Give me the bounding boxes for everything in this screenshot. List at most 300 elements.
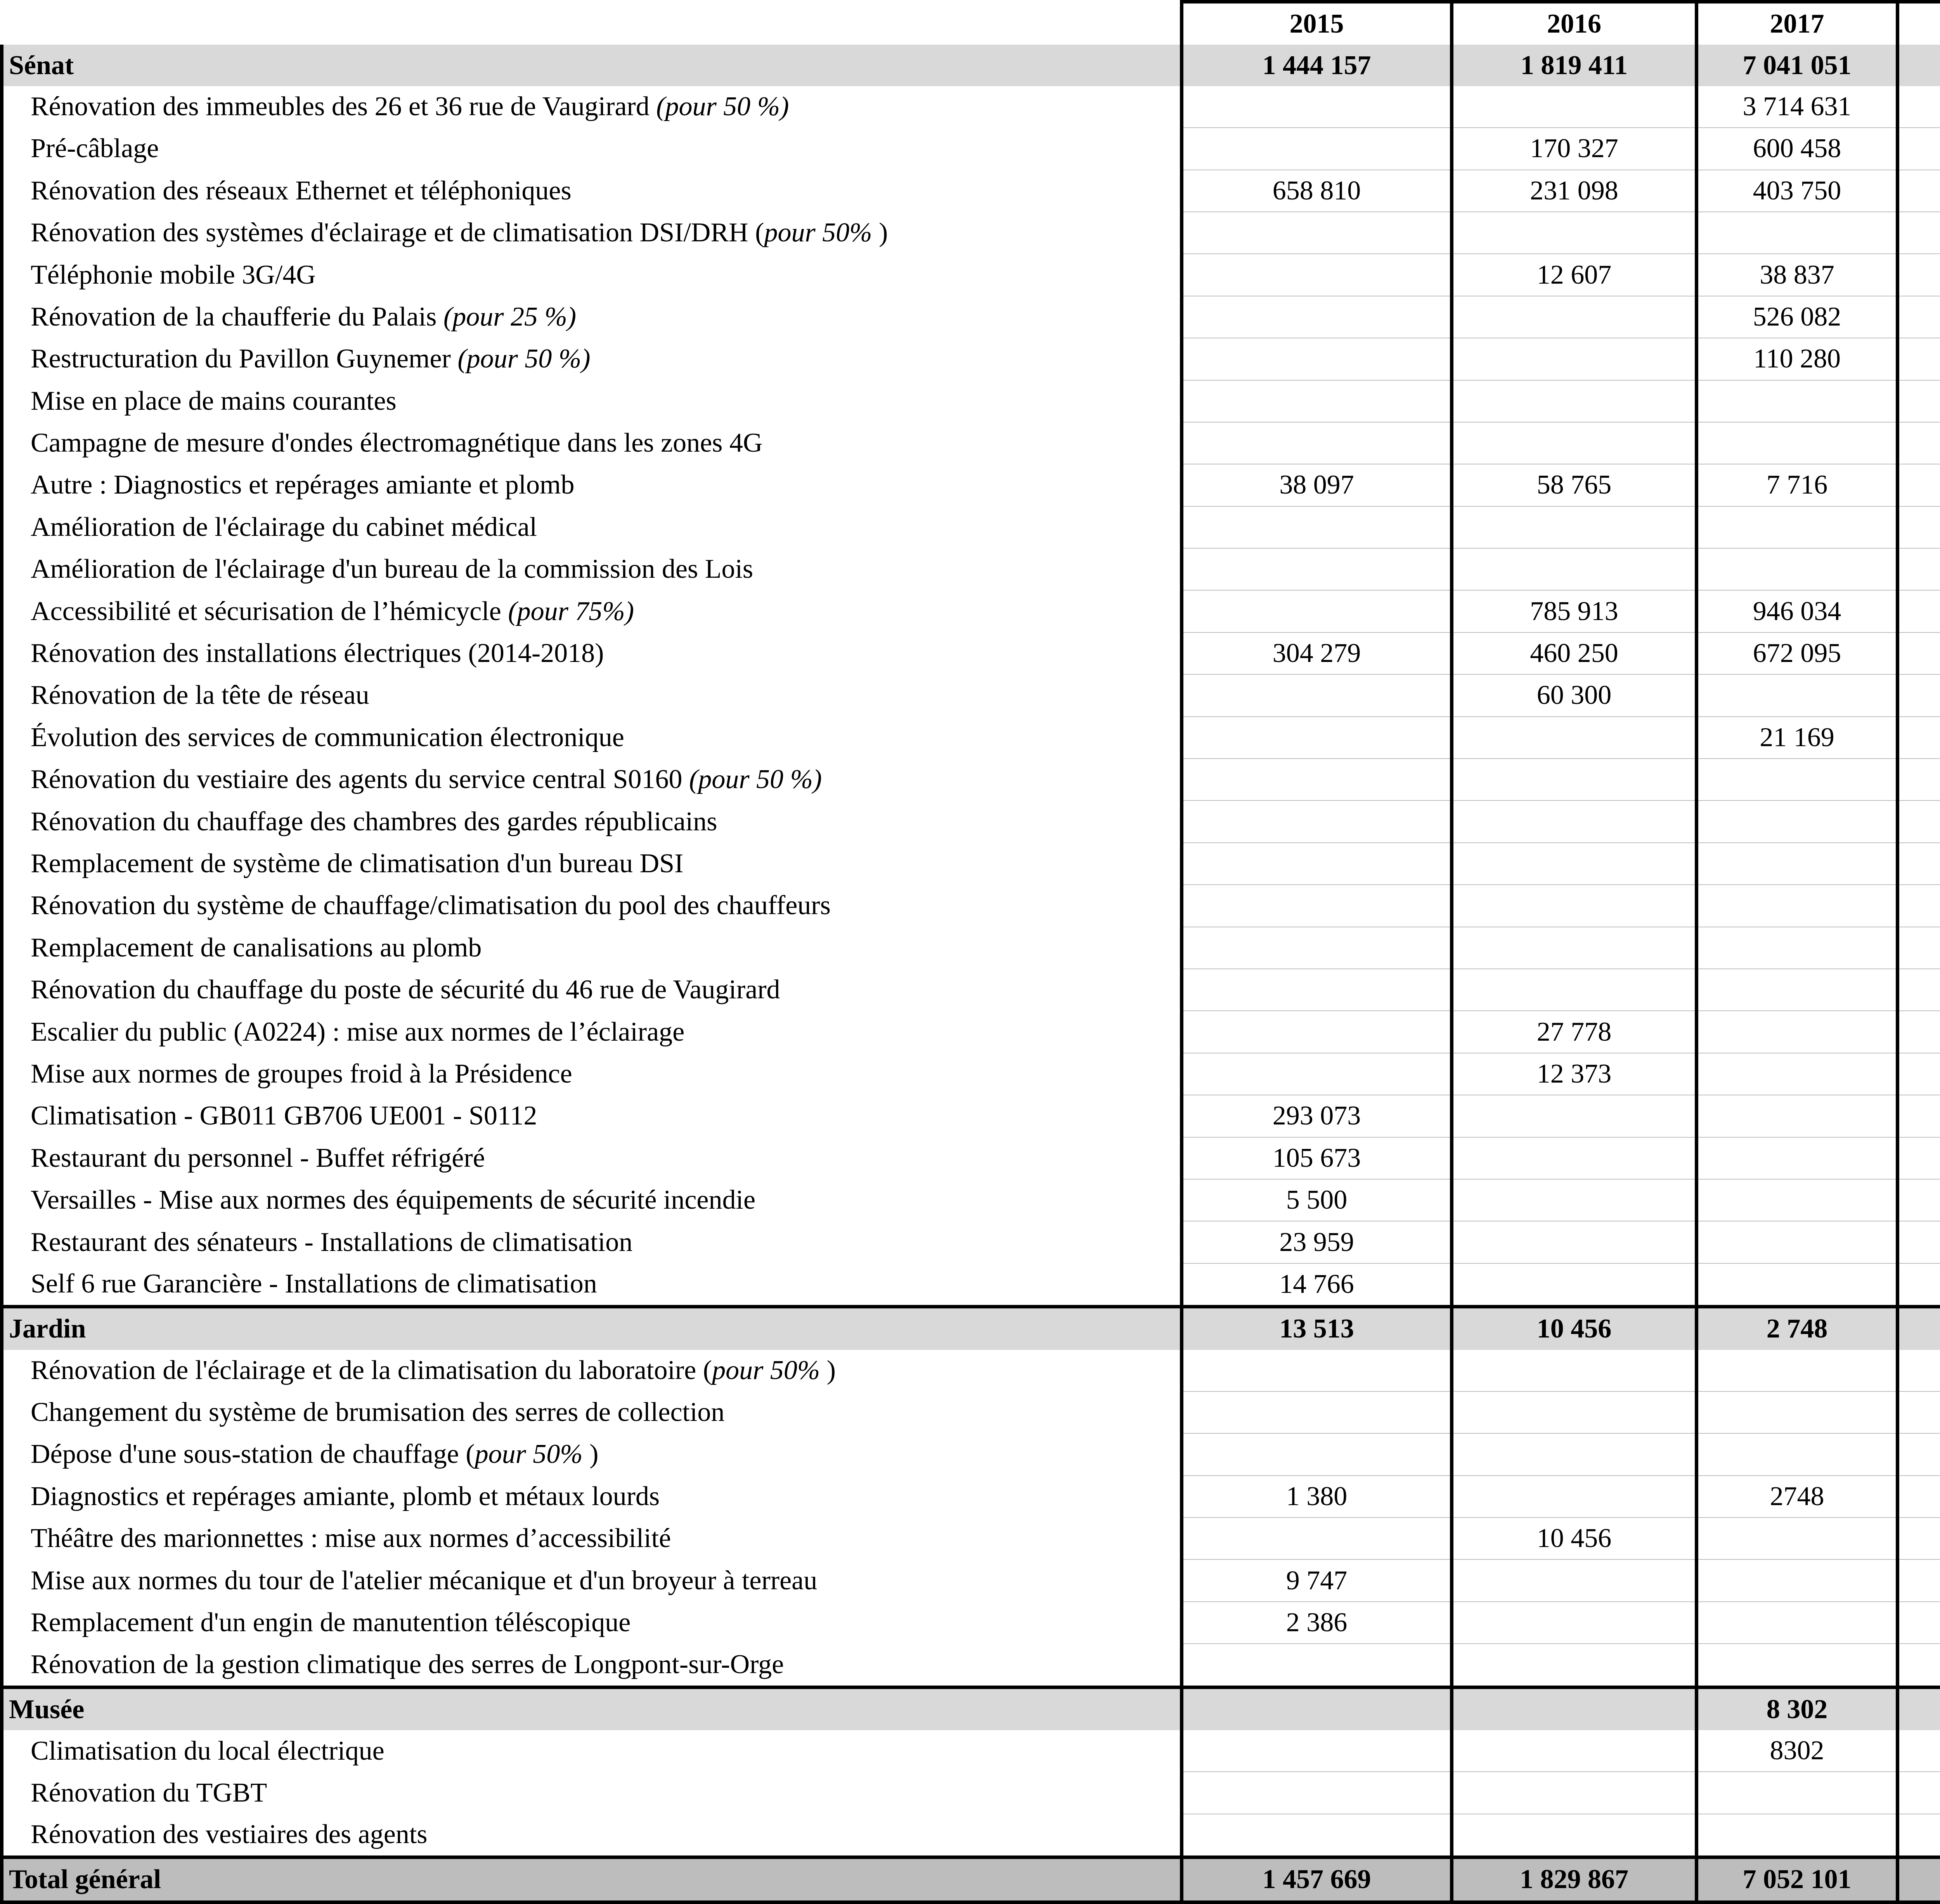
value-cell	[1452, 843, 1697, 885]
value-cell	[1697, 1772, 1898, 1814]
row-label	[2, 1095, 1182, 1137]
value-cell	[1452, 338, 1697, 380]
value-cell	[1697, 212, 1898, 254]
row-label	[2, 380, 1182, 422]
row-label-text: Rénovation de l'éclairage et de la climatisation du laboratoire (	[31, 1355, 712, 1385]
row-label	[2, 969, 1182, 1011]
row-label-text: Diagnostics et repérages amiante, plomb et métaux lourds	[31, 1481, 660, 1511]
table-row	[2, 1263, 1940, 1307]
row-label	[2, 1518, 1182, 1559]
value-cell	[1182, 674, 1452, 716]
value-cell	[1182, 422, 1452, 464]
row-label-text: Mise en place de mains courantes	[31, 386, 397, 416]
row-label	[2, 717, 1182, 759]
value-cell	[1182, 212, 1452, 254]
row-label-text: Rénovation des systèmes d'éclairage et de climatisation DSI/DRH (	[31, 218, 764, 248]
table-row	[2, 1221, 1940, 1263]
table-row	[2, 800, 1940, 842]
table-row	[2, 1053, 1940, 1095]
value-cell	[1898, 674, 1940, 716]
row-label-text: Rénovation du chauffage du poste de sécurité du 46 rue de Vaugirard	[31, 975, 780, 1005]
table-row	[2, 506, 1940, 548]
value-cell	[1898, 1730, 1940, 1772]
row-label-note: (pour 50 %)	[689, 764, 822, 794]
value-cell	[1898, 1602, 1940, 1644]
row-label	[2, 338, 1182, 380]
value-cell	[1182, 548, 1452, 590]
table-row	[2, 1644, 1940, 1687]
table-row	[2, 632, 1940, 674]
row-label	[2, 422, 1182, 464]
table-row	[2, 380, 1940, 422]
value-cell: 58 765	[1452, 464, 1697, 506]
value-cell: 672 095	[1697, 632, 1898, 674]
section-row	[2, 1687, 1940, 1730]
table-row	[2, 1476, 1940, 1518]
value-cell: 304 279	[1182, 632, 1452, 674]
row-label	[2, 885, 1182, 927]
table-row	[2, 1602, 1940, 1644]
row-label	[2, 86, 1182, 128]
value-cell	[1898, 212, 1940, 254]
value-cell: 170 327	[1452, 128, 1697, 170]
value-cell	[1898, 254, 1940, 296]
value-cell	[1452, 506, 1697, 548]
section-total-cell: 2 748	[1697, 1307, 1898, 1350]
value-cell	[1182, 759, 1452, 800]
row-label-text: Rénovation du vestiaire des agents du service central S0160	[31, 764, 689, 794]
value-cell	[1182, 969, 1452, 1011]
value-cell	[1898, 1518, 1940, 1559]
grand-total-cell: 1 829 867	[1452, 1857, 1697, 1902]
value-cell: 23 959	[1182, 1221, 1452, 1263]
value-cell	[1898, 1011, 1940, 1053]
row-label-text: Dépose d'une sous-station de chauffage (	[31, 1439, 475, 1469]
value-cell: 27 778	[1452, 1011, 1697, 1053]
value-cell	[1697, 1095, 1898, 1137]
row-label-text: Autre : Diagnostics et repérages amiante et plomb	[31, 470, 574, 500]
value-cell	[1898, 380, 1940, 422]
value-cell	[1898, 86, 1940, 128]
row-label-note-suffix: )	[820, 1355, 836, 1385]
value-cell	[1898, 1772, 1940, 1814]
value-cell	[1697, 800, 1898, 842]
row-label-text: Rénovation des immeubles des 26 et 36 rue de Vaugirard	[31, 92, 656, 121]
value-cell	[1452, 1433, 1697, 1475]
row-label	[2, 1263, 1182, 1307]
table-row	[2, 1433, 1940, 1475]
value-cell	[1697, 1518, 1898, 1559]
value-cell	[1182, 1730, 1452, 1772]
value-cell	[1898, 1095, 1940, 1137]
value-cell: 21 169	[1697, 717, 1898, 759]
value-cell: 38 097	[1182, 464, 1452, 506]
value-cell	[1452, 1772, 1697, 1814]
value-cell	[1697, 1814, 1898, 1857]
row-label	[2, 1559, 1182, 1601]
value-cell: 785 913	[1452, 590, 1697, 632]
value-cell	[1697, 1433, 1898, 1475]
section-total-cell	[1182, 1687, 1452, 1730]
section-row	[2, 45, 1940, 86]
row-label-text: Climatisation - GB011 GB706 UE001 - S0112	[31, 1101, 537, 1131]
row-label	[2, 506, 1182, 548]
row-label-note-suffix: )	[583, 1439, 599, 1469]
value-cell	[1898, 1137, 1940, 1179]
row-label	[2, 128, 1182, 170]
section-total-cell: 1 819 411	[1452, 45, 1697, 86]
value-cell	[1182, 800, 1452, 842]
value-cell	[1182, 128, 1452, 170]
table-row	[2, 843, 1940, 885]
value-cell: 946 034	[1697, 590, 1898, 632]
table-row	[2, 1730, 1940, 1772]
table-row	[2, 212, 1940, 254]
value-cell	[1182, 717, 1452, 759]
value-cell: 600 458	[1697, 128, 1898, 170]
value-cell	[1452, 1644, 1697, 1687]
value-cell	[1898, 296, 1940, 338]
section-name: Musée	[2, 1687, 1182, 1730]
row-label	[2, 1814, 1182, 1857]
section-total-cell	[1898, 1307, 1940, 1350]
value-cell	[1182, 1350, 1452, 1391]
row-label	[2, 759, 1182, 800]
section-row	[2, 1307, 1940, 1350]
row-label-text: Versailles - Mise aux normes des équipements de sécurité incendie	[31, 1185, 755, 1215]
value-cell: 658 810	[1182, 170, 1452, 212]
value-cell	[1898, 1263, 1940, 1307]
table-row	[2, 1350, 1940, 1391]
row-label	[2, 1772, 1182, 1814]
value-cell	[1452, 969, 1697, 1011]
section-total-cell: 10 456	[1452, 1307, 1697, 1350]
table-row	[2, 1518, 1940, 1559]
section-total-cell: 8 302	[1697, 1687, 1898, 1730]
value-cell	[1697, 1011, 1898, 1053]
section-total-cell	[1898, 45, 1940, 86]
row-label-text: Amélioration de l'éclairage d'un bureau de la commission des Lois	[31, 554, 753, 584]
table-row	[2, 422, 1940, 464]
row-label-text: Mise aux normes du tour de l'atelier mécanique et d'un broyeur à terreau	[31, 1566, 817, 1596]
value-cell	[1697, 548, 1898, 590]
table-row	[2, 674, 1940, 716]
value-cell	[1182, 1011, 1452, 1053]
value-cell	[1182, 1518, 1452, 1559]
table-row	[2, 254, 1940, 296]
value-cell	[1898, 843, 1940, 885]
value-cell	[1697, 1053, 1898, 1095]
row-label	[2, 1433, 1182, 1475]
value-cell: 231 098	[1452, 170, 1697, 212]
row-label-text: Restaurant du personnel - Buffet réfrigéré	[31, 1143, 485, 1173]
section-total-cell	[1452, 1687, 1697, 1730]
value-cell	[1452, 86, 1697, 128]
row-label-text: Rénovation du chauffage des chambres des gardes républicains	[31, 807, 717, 837]
value-cell	[1452, 885, 1697, 927]
row-label-note: pour 50%	[764, 218, 872, 248]
value-cell: 1 380	[1182, 1476, 1452, 1518]
table-row	[2, 927, 1940, 969]
value-cell	[1452, 1602, 1697, 1644]
row-label	[2, 632, 1182, 674]
value-cell	[1898, 1814, 1940, 1857]
value-cell	[1182, 590, 1452, 632]
row-label-text: Amélioration de l'éclairage du cabinet médical	[31, 512, 537, 542]
table-row	[2, 1559, 1940, 1601]
row-label	[2, 548, 1182, 590]
value-cell	[1452, 1476, 1697, 1518]
value-cell	[1898, 128, 1940, 170]
row-label-note: pour 50%	[475, 1439, 583, 1469]
row-label-note: (pour 75%)	[508, 596, 634, 626]
row-label-text: Rénovation des vestiaires des agents	[31, 1819, 428, 1849]
value-cell	[1898, 1053, 1940, 1095]
row-label	[2, 1221, 1182, 1263]
year-header-2015: 2015	[1182, 2, 1452, 45]
value-cell	[1452, 1350, 1697, 1391]
row-label	[2, 170, 1182, 212]
table-row	[2, 717, 1940, 759]
table-row	[2, 296, 1940, 338]
value-cell	[1182, 927, 1452, 969]
row-label-note: (pour 50 %)	[457, 344, 590, 374]
value-cell	[1898, 170, 1940, 212]
value-cell	[1452, 296, 1697, 338]
row-label-text: Campagne de mesure d'ondes électromagnétique dans les zones 4G	[31, 428, 762, 458]
value-cell	[1452, 927, 1697, 969]
table-row	[2, 86, 1940, 128]
row-label	[2, 843, 1182, 885]
value-cell: 7 716	[1697, 464, 1898, 506]
row-label	[2, 1137, 1182, 1179]
section-name: Sénat	[2, 45, 1182, 86]
value-cell	[1898, 590, 1940, 632]
row-label	[2, 1391, 1182, 1433]
table-row	[2, 1095, 1940, 1137]
section-total-cell: 13 513	[1182, 1307, 1452, 1350]
value-cell	[1452, 1221, 1697, 1263]
value-cell	[1898, 717, 1940, 759]
row-label	[2, 254, 1182, 296]
grand-total-cell: 1 457 669	[1182, 1857, 1452, 1902]
value-cell: 526 082	[1697, 296, 1898, 338]
value-cell	[1898, 1559, 1940, 1601]
table-row	[2, 128, 1940, 170]
row-label-text: Remplacement de système de climatisation d'un bureau DSI	[31, 849, 683, 878]
year-header-2016: 2016	[1452, 2, 1697, 45]
value-cell	[1898, 885, 1940, 927]
row-label	[2, 1053, 1182, 1095]
value-cell	[1697, 380, 1898, 422]
row-label-text: Rénovation des installations électriques (2014-2018)	[31, 638, 604, 668]
row-label-text: Escalier du public (A0224) : mise aux normes de l’éclairage	[31, 1017, 684, 1047]
grand-total-cell: 7 052 101	[1697, 1857, 1898, 1902]
row-label-text: Restructuration du Pavillon Guynemer	[31, 344, 457, 374]
value-cell: 105 673	[1182, 1137, 1452, 1179]
value-cell	[1697, 843, 1898, 885]
row-label-text: Climatisation du local électrique	[31, 1736, 385, 1766]
value-cell	[1697, 1350, 1898, 1391]
row-label	[2, 1476, 1182, 1518]
section-total-cell	[1898, 1687, 1940, 1730]
row-label-note: (pour 50 %)	[656, 92, 789, 121]
value-cell	[1697, 885, 1898, 927]
value-cell	[1697, 506, 1898, 548]
value-cell	[1182, 1644, 1452, 1687]
section-total-cell: 1 444 157	[1182, 45, 1452, 86]
value-cell	[1182, 1772, 1452, 1814]
value-cell	[1452, 1179, 1697, 1221]
value-cell	[1697, 927, 1898, 969]
value-cell	[1697, 674, 1898, 716]
value-cell: 293 073	[1182, 1095, 1452, 1137]
table-row	[2, 969, 1940, 1011]
table-row	[2, 170, 1940, 212]
table-row	[2, 1391, 1940, 1433]
value-cell	[1898, 1221, 1940, 1263]
value-cell	[1898, 464, 1940, 506]
value-cell	[1898, 632, 1940, 674]
value-cell	[1697, 1602, 1898, 1644]
value-cell: 2 386	[1182, 1602, 1452, 1644]
row-label-note-suffix: )	[872, 218, 888, 248]
year-header-2018	[1898, 2, 1940, 45]
value-cell	[1182, 254, 1452, 296]
value-cell	[1452, 1095, 1697, 1137]
table-row	[2, 1814, 1940, 1857]
value-cell	[1898, 1350, 1940, 1391]
value-cell	[1182, 1053, 1452, 1095]
row-label-text: Changement du système de brumisation des serres de collection	[31, 1397, 724, 1427]
value-cell: 60 300	[1452, 674, 1697, 716]
row-label	[2, 1730, 1182, 1772]
grand-total-cell	[1898, 1857, 1940, 1902]
row-label-note: pour 50%	[712, 1355, 820, 1385]
value-cell	[1182, 338, 1452, 380]
value-cell	[1182, 380, 1452, 422]
row-label-text: Mise aux normes de groupes froid à la Présidence	[31, 1059, 572, 1089]
table-row	[2, 590, 1940, 632]
row-label-text: Self 6 rue Garancière - Installations de climatisation	[31, 1269, 597, 1299]
value-cell	[1452, 759, 1697, 800]
table-row	[2, 548, 1940, 590]
row-label	[2, 1602, 1182, 1644]
value-cell: 460 250	[1452, 632, 1697, 674]
table-row	[2, 1137, 1940, 1179]
year-header-2017: 2017	[1697, 2, 1898, 45]
row-label-text: Évolution des services de communication électronique	[31, 722, 624, 752]
value-cell	[1182, 885, 1452, 927]
value-cell	[1452, 717, 1697, 759]
value-cell	[1452, 212, 1697, 254]
value-cell	[1898, 1644, 1940, 1687]
value-cell	[1452, 800, 1697, 842]
value-cell	[1697, 759, 1898, 800]
row-label	[2, 1011, 1182, 1053]
table-row	[2, 1011, 1940, 1053]
value-cell: 12 373	[1452, 1053, 1697, 1095]
value-cell	[1898, 759, 1940, 800]
section-name: Jardin	[2, 1307, 1182, 1350]
value-cell	[1898, 548, 1940, 590]
section-total-cell: 7 041 051	[1697, 45, 1898, 86]
value-cell	[1452, 1559, 1697, 1601]
value-cell	[1182, 86, 1452, 128]
value-cell: 12 607	[1452, 254, 1697, 296]
value-cell: 38 837	[1697, 254, 1898, 296]
value-cell	[1182, 296, 1452, 338]
value-cell	[1697, 422, 1898, 464]
value-cell: 10 456	[1452, 1518, 1697, 1559]
row-label-text: Rénovation de la tête de réseau	[31, 680, 369, 710]
row-label-text: Rénovation de la gestion climatique des serres de Longpont-sur-Orge	[31, 1649, 784, 1679]
value-cell	[1452, 422, 1697, 464]
row-label-text: Restaurant des sénateurs - Installations de climatisation	[31, 1227, 632, 1257]
row-label	[2, 674, 1182, 716]
value-cell	[1697, 1221, 1898, 1263]
value-cell	[1182, 843, 1452, 885]
value-cell	[1898, 1179, 1940, 1221]
row-label-text: Téléphonie mobile 3G/4G	[31, 260, 316, 290]
value-cell	[1452, 1391, 1697, 1433]
row-label-text: Rénovation du TGBT	[31, 1778, 267, 1808]
value-cell: 110 280	[1697, 338, 1898, 380]
row-label-text: Rénovation des réseaux Ethernet et téléphoniques	[31, 176, 572, 206]
row-label-text: Théâtre des marionnettes : mise aux normes d’accessibilité	[31, 1523, 671, 1553]
row-label	[2, 927, 1182, 969]
row-label-note: (pour 25 %)	[443, 302, 576, 332]
value-cell	[1452, 380, 1697, 422]
value-cell	[1898, 506, 1940, 548]
value-cell	[1898, 1433, 1940, 1475]
value-cell	[1898, 800, 1940, 842]
value-cell	[1898, 422, 1940, 464]
value-cell: 14 766	[1182, 1263, 1452, 1307]
table-row	[2, 885, 1940, 927]
row-label	[2, 1644, 1182, 1687]
value-cell	[1898, 927, 1940, 969]
table-row	[2, 1179, 1940, 1221]
value-cell	[1452, 1730, 1697, 1772]
table-row	[2, 759, 1940, 800]
table-row	[2, 464, 1940, 506]
value-cell	[1182, 1814, 1452, 1857]
value-cell	[1182, 506, 1452, 548]
value-cell: 403 750	[1697, 170, 1898, 212]
value-cell: 8302	[1697, 1730, 1898, 1772]
row-label	[2, 212, 1182, 254]
value-cell	[1452, 548, 1697, 590]
value-cell	[1697, 1263, 1898, 1307]
value-cell	[1898, 1476, 1940, 1518]
grand-total-label: Total général	[2, 1857, 1182, 1902]
header-row	[2, 2, 1940, 45]
value-cell: 2748	[1697, 1476, 1898, 1518]
value-cell	[1182, 1391, 1452, 1433]
row-label-text: Pré-câblage	[31, 133, 159, 163]
value-cell	[1697, 1179, 1898, 1221]
table-row	[2, 338, 1940, 380]
value-cell	[1697, 1559, 1898, 1601]
row-label-text: Rénovation de la chaufferie du Palais	[31, 302, 443, 332]
value-cell: 9 747	[1182, 1559, 1452, 1601]
row-label	[2, 464, 1182, 506]
value-cell	[1898, 969, 1940, 1011]
table-row	[2, 1772, 1940, 1814]
row-label-text: Rénovation du système de chauffage/climatisation du pool des chauffeurs	[31, 890, 831, 920]
value-cell	[1898, 338, 1940, 380]
